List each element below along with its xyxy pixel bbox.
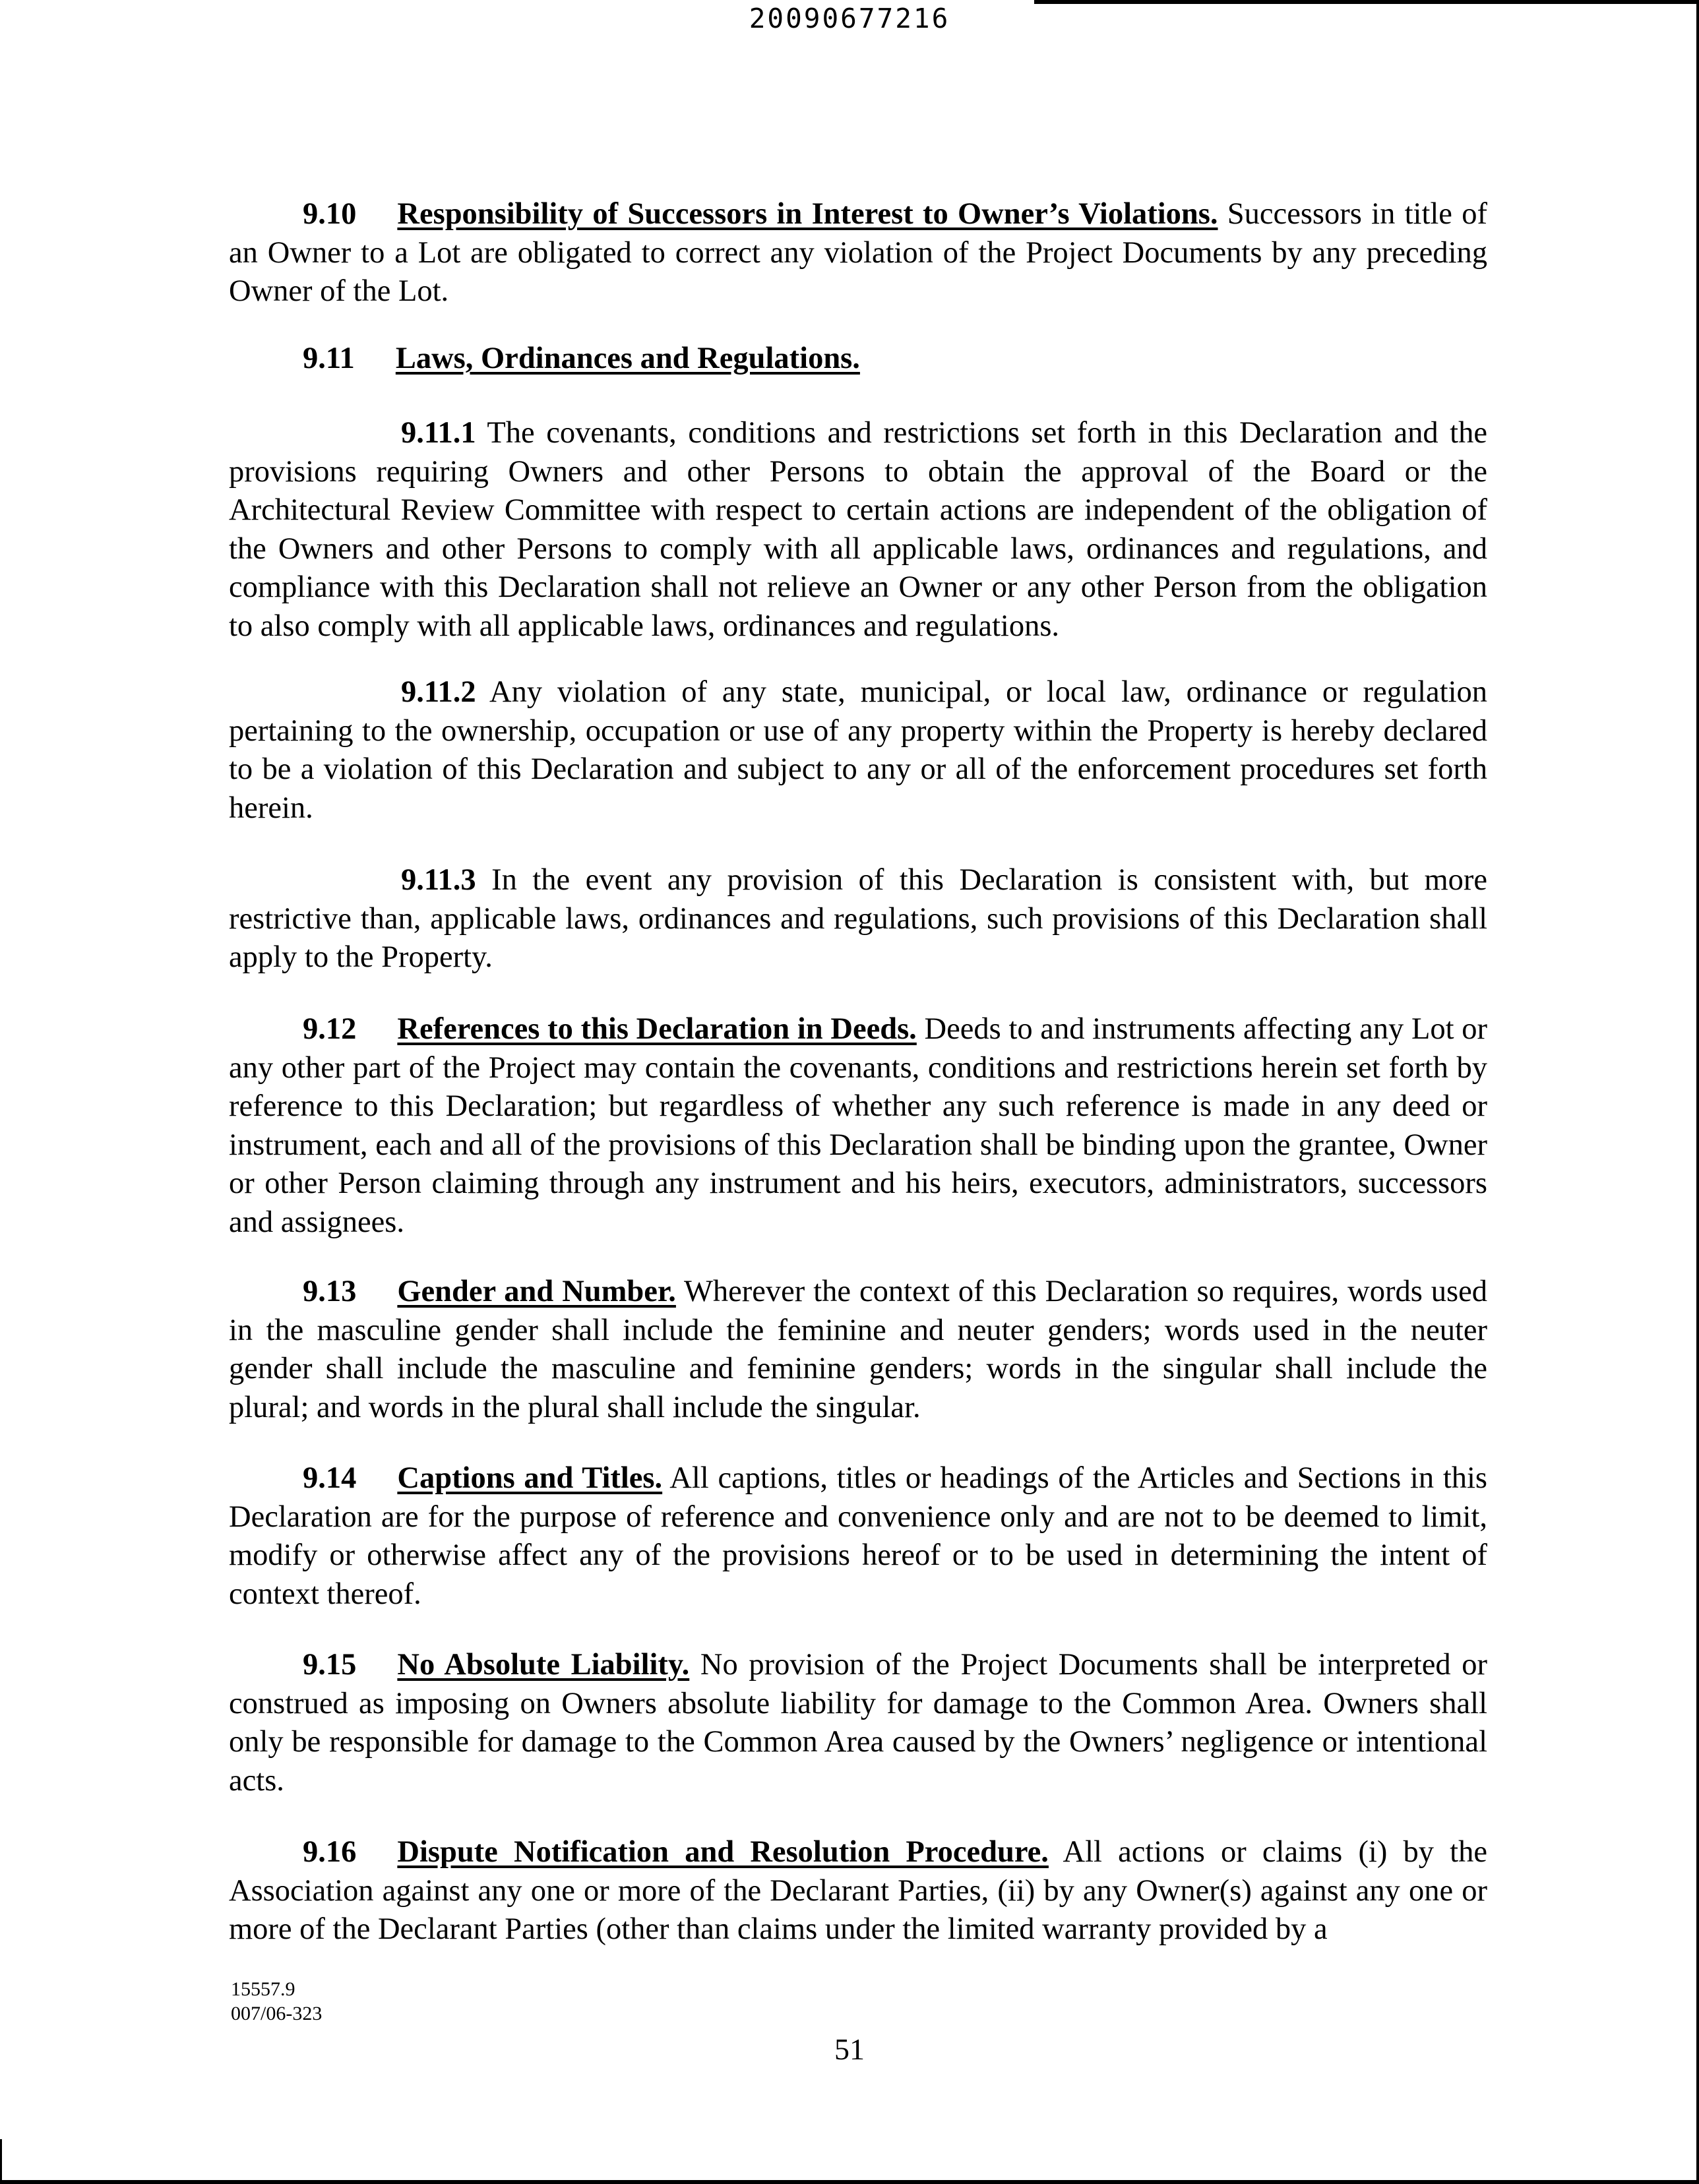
section-number: 9.10 [303, 197, 357, 231]
section-text: In the event any provision of this Declaration is consistent with, but more restrictive than, applicable laws, ordinances and regulations, such provisions of this Declaration shall apply to the Property. [229, 863, 1487, 974]
footer-code-line-2: 007/06-323 [231, 2003, 323, 2024]
section-9-10 [229, 195, 1487, 311]
section-text: Wherever the context of this Declaration so requires, words used in the masculine gender shall include the feminine and neuter genders; words used in the neuter gender shall include the masculine and feminine genders; words in the singular shall include the plural; and words in the plural shall include the singular. [229, 1275, 1487, 1424]
section-heading: References to this Declaration in Deeds. [397, 1012, 917, 1046]
section-9-11-2 [229, 673, 1487, 828]
section-heading: Laws, Ordinances and Regulations. [395, 342, 860, 375]
section-text: All captions, titles or headings of the Articles and Sections in this Declaration are for the purpose of reference and convenience only and are not to be deemed to limit, modify or otherwise affect any of the provisions hereof or to be used in determining the intent of context thereof. [229, 1461, 1488, 1611]
section-9-11-1 [229, 414, 1487, 646]
section-number: 9.11 [303, 342, 355, 375]
footer-code-line-1: 15557.9 [231, 1978, 295, 2000]
section-number: 9.15 [303, 1648, 357, 1682]
page-number: 51 [834, 2032, 865, 2066]
section-number: 9.14 [303, 1461, 357, 1495]
section-text: Any violation of any state, municipal, or local law, ordinance or regulation pertaining to the ownership, occupation or use of any property within the Property is hereby declared to be a violation of this Declaration and subject to any or all of the enforcement procedures set forth herein. [229, 675, 1487, 825]
section-number: 9.11.3 [401, 863, 476, 897]
section-heading: Gender and Number. [397, 1275, 676, 1308]
scan-bottom-edge [0, 2180, 1699, 2184]
footer-document-code [231, 1977, 322, 2026]
scan-left-edge [0, 2139, 2, 2184]
section-9-16 [229, 1833, 1487, 1949]
section-9-12 [229, 1010, 1487, 1242]
scan-right-edge [1696, 4, 1699, 2184]
section-heading: No Absolute Liability. [397, 1648, 690, 1682]
section-9-11-3 [229, 861, 1487, 977]
document-number: 20090677216 [749, 3, 950, 34]
section-number: 9.11.2 [401, 675, 476, 709]
section-text: Deeds to and instruments affecting any Lot or any other part of the Project may contain the covenants, conditions and restrictions herein set forth by reference to this Declaration; but regardless of whether any such reference is made in any deed or instrument, each and all of the provisions of this Declaration shall be binding upon the grantee, Owner or other Person claiming through any instrument and his heirs, executors, administrators, successors and assignees. [229, 1012, 1488, 1239]
section-number: 9.11.1 [401, 416, 476, 450]
section-heading: Captions and Titles. [397, 1461, 663, 1495]
section-text: No provision of the Project Documents shall be interpreted or construed as imposing on Owners absolute liability for damage to the Common Area. Owners shall only be responsible for damage to the Common Area caused by the Owners’ negligence or intentional acts. [229, 1648, 1488, 1798]
section-number: 9.16 [303, 1835, 357, 1869]
section-number: 9.12 [303, 1012, 357, 1046]
section-text: Successors in title of an Owner to a Lot are obligated to correct any violation of the Project Documents by any preceding Owner of the Lot. [229, 197, 1487, 308]
section-heading: Dispute Notification and Resolution Procedure. [397, 1835, 1049, 1869]
section-9-14 [229, 1459, 1487, 1614]
section-heading: Responsibility of Successors in Interest to Owner’s Violations. [397, 197, 1218, 231]
section-number: 9.13 [303, 1275, 357, 1308]
section-9-15 [229, 1646, 1487, 1800]
section-text: The covenants, conditions and restrictions set forth in this Declaration and the provisions requiring Owners and other Persons to obtain the approval of the Board or the Architectural Review Committee with respect to certain actions are independent of the obligation of the Owners and other Persons to comply with all applicable laws, ordinances and regulations, and compliance with this Declaration shall not relieve an Owner or any other Person from the obligation to also comply with all applicable laws, ordinances and regulations. [229, 416, 1487, 643]
section-9-11 [229, 340, 1487, 379]
section-text: All actions or claims (i) by the Association against any one or more of the Declarant Parties, (ii) by any Owner(s) against any one or more of the Declarant Parties (other than claims under the limited warranty provided by a [229, 1835, 1487, 1946]
section-9-13 [229, 1273, 1487, 1427]
